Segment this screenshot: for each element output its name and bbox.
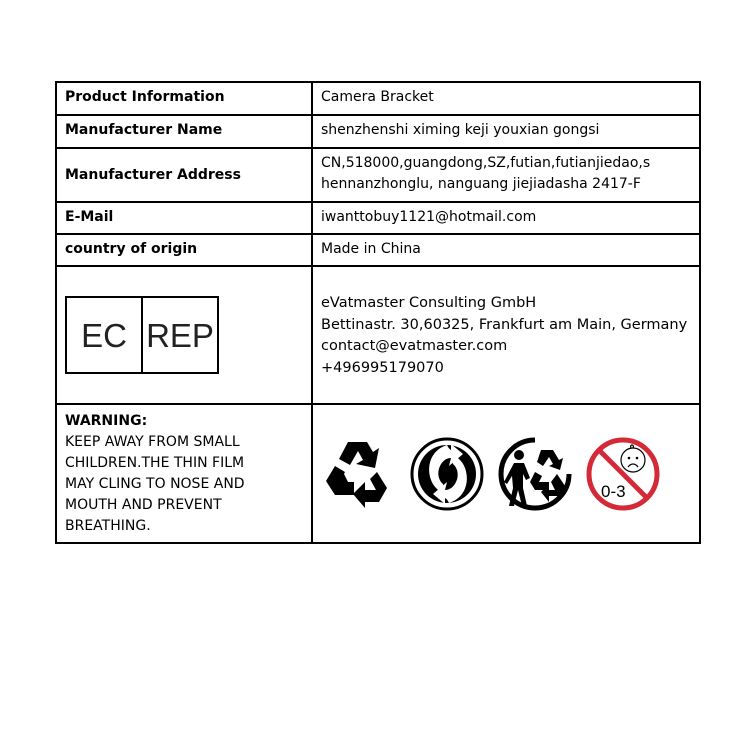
email-label: E-Mail (56, 202, 312, 234)
manufacturer-address-value (312, 148, 700, 202)
ec-rep-details (312, 266, 700, 404)
product-information-value: Camera Bracket (312, 82, 700, 115)
age-range-label: 0-3 (601, 481, 626, 501)
table-row (56, 115, 700, 148)
warning-line: KEEP AWAY FROM SMALL (65, 434, 240, 450)
country-of-origin-label: country of origin (56, 234, 312, 266)
triman-icon (497, 436, 573, 512)
ec-rep-phone: +496995179070 (321, 359, 444, 376)
ec-rep-company: eVatmaster Consulting GmbH (321, 295, 537, 311)
product-information-label: Product Information (56, 82, 312, 115)
ec-rep-mark-cell (56, 266, 312, 404)
recycle-icon (321, 436, 397, 512)
warning-line: BREATHING. (65, 518, 151, 534)
country-of-origin-value: Made in China (312, 234, 700, 266)
table-row (56, 404, 700, 543)
ec-rep-address: Bettinastr. 30,60325, Frankfurt am Main, Germany (321, 316, 688, 333)
email-value: iwanttobuy1121@hotmail.com (312, 202, 700, 234)
ec-rep-mark-left: EC (67, 298, 143, 372)
warning-line: MOUTH AND PREVENT (65, 497, 222, 513)
warning-line: CHILDREN.THE THIN FILM (65, 455, 245, 471)
ec-rep-email: contact@evatmaster.com (321, 338, 508, 354)
table-row (56, 82, 700, 115)
symbols-cell (312, 404, 700, 543)
not-for-children-0-3-icon (585, 436, 661, 512)
ec-rep-mark-right: REP (146, 316, 214, 354)
table-row (56, 234, 700, 266)
table-row (56, 266, 700, 404)
table-row (56, 202, 700, 234)
warning-title: WARNING: (65, 413, 148, 429)
ec-rep-mark (65, 296, 219, 374)
manufacturer-name-value: shenzhenshi ximing keji youxian gongsi (312, 115, 700, 148)
warning-cell (56, 404, 312, 543)
address-line-2: hennanzhonglu, nanguang jiejiadasha 2417-F (321, 176, 641, 192)
symbol-row (321, 409, 691, 538)
warning-line: MAY CLING TO NOSE AND (65, 476, 245, 492)
product-info-table (55, 81, 701, 544)
table-row (56, 148, 700, 202)
address-line-1: CN,518000,guangdong,SZ,futian,futianjiedao,s (321, 155, 651, 171)
manufacturer-name-label: Manufacturer Name (56, 115, 312, 148)
manufacturer-address-label: Manufacturer Address (56, 148, 312, 202)
green-dot-icon (409, 436, 485, 512)
